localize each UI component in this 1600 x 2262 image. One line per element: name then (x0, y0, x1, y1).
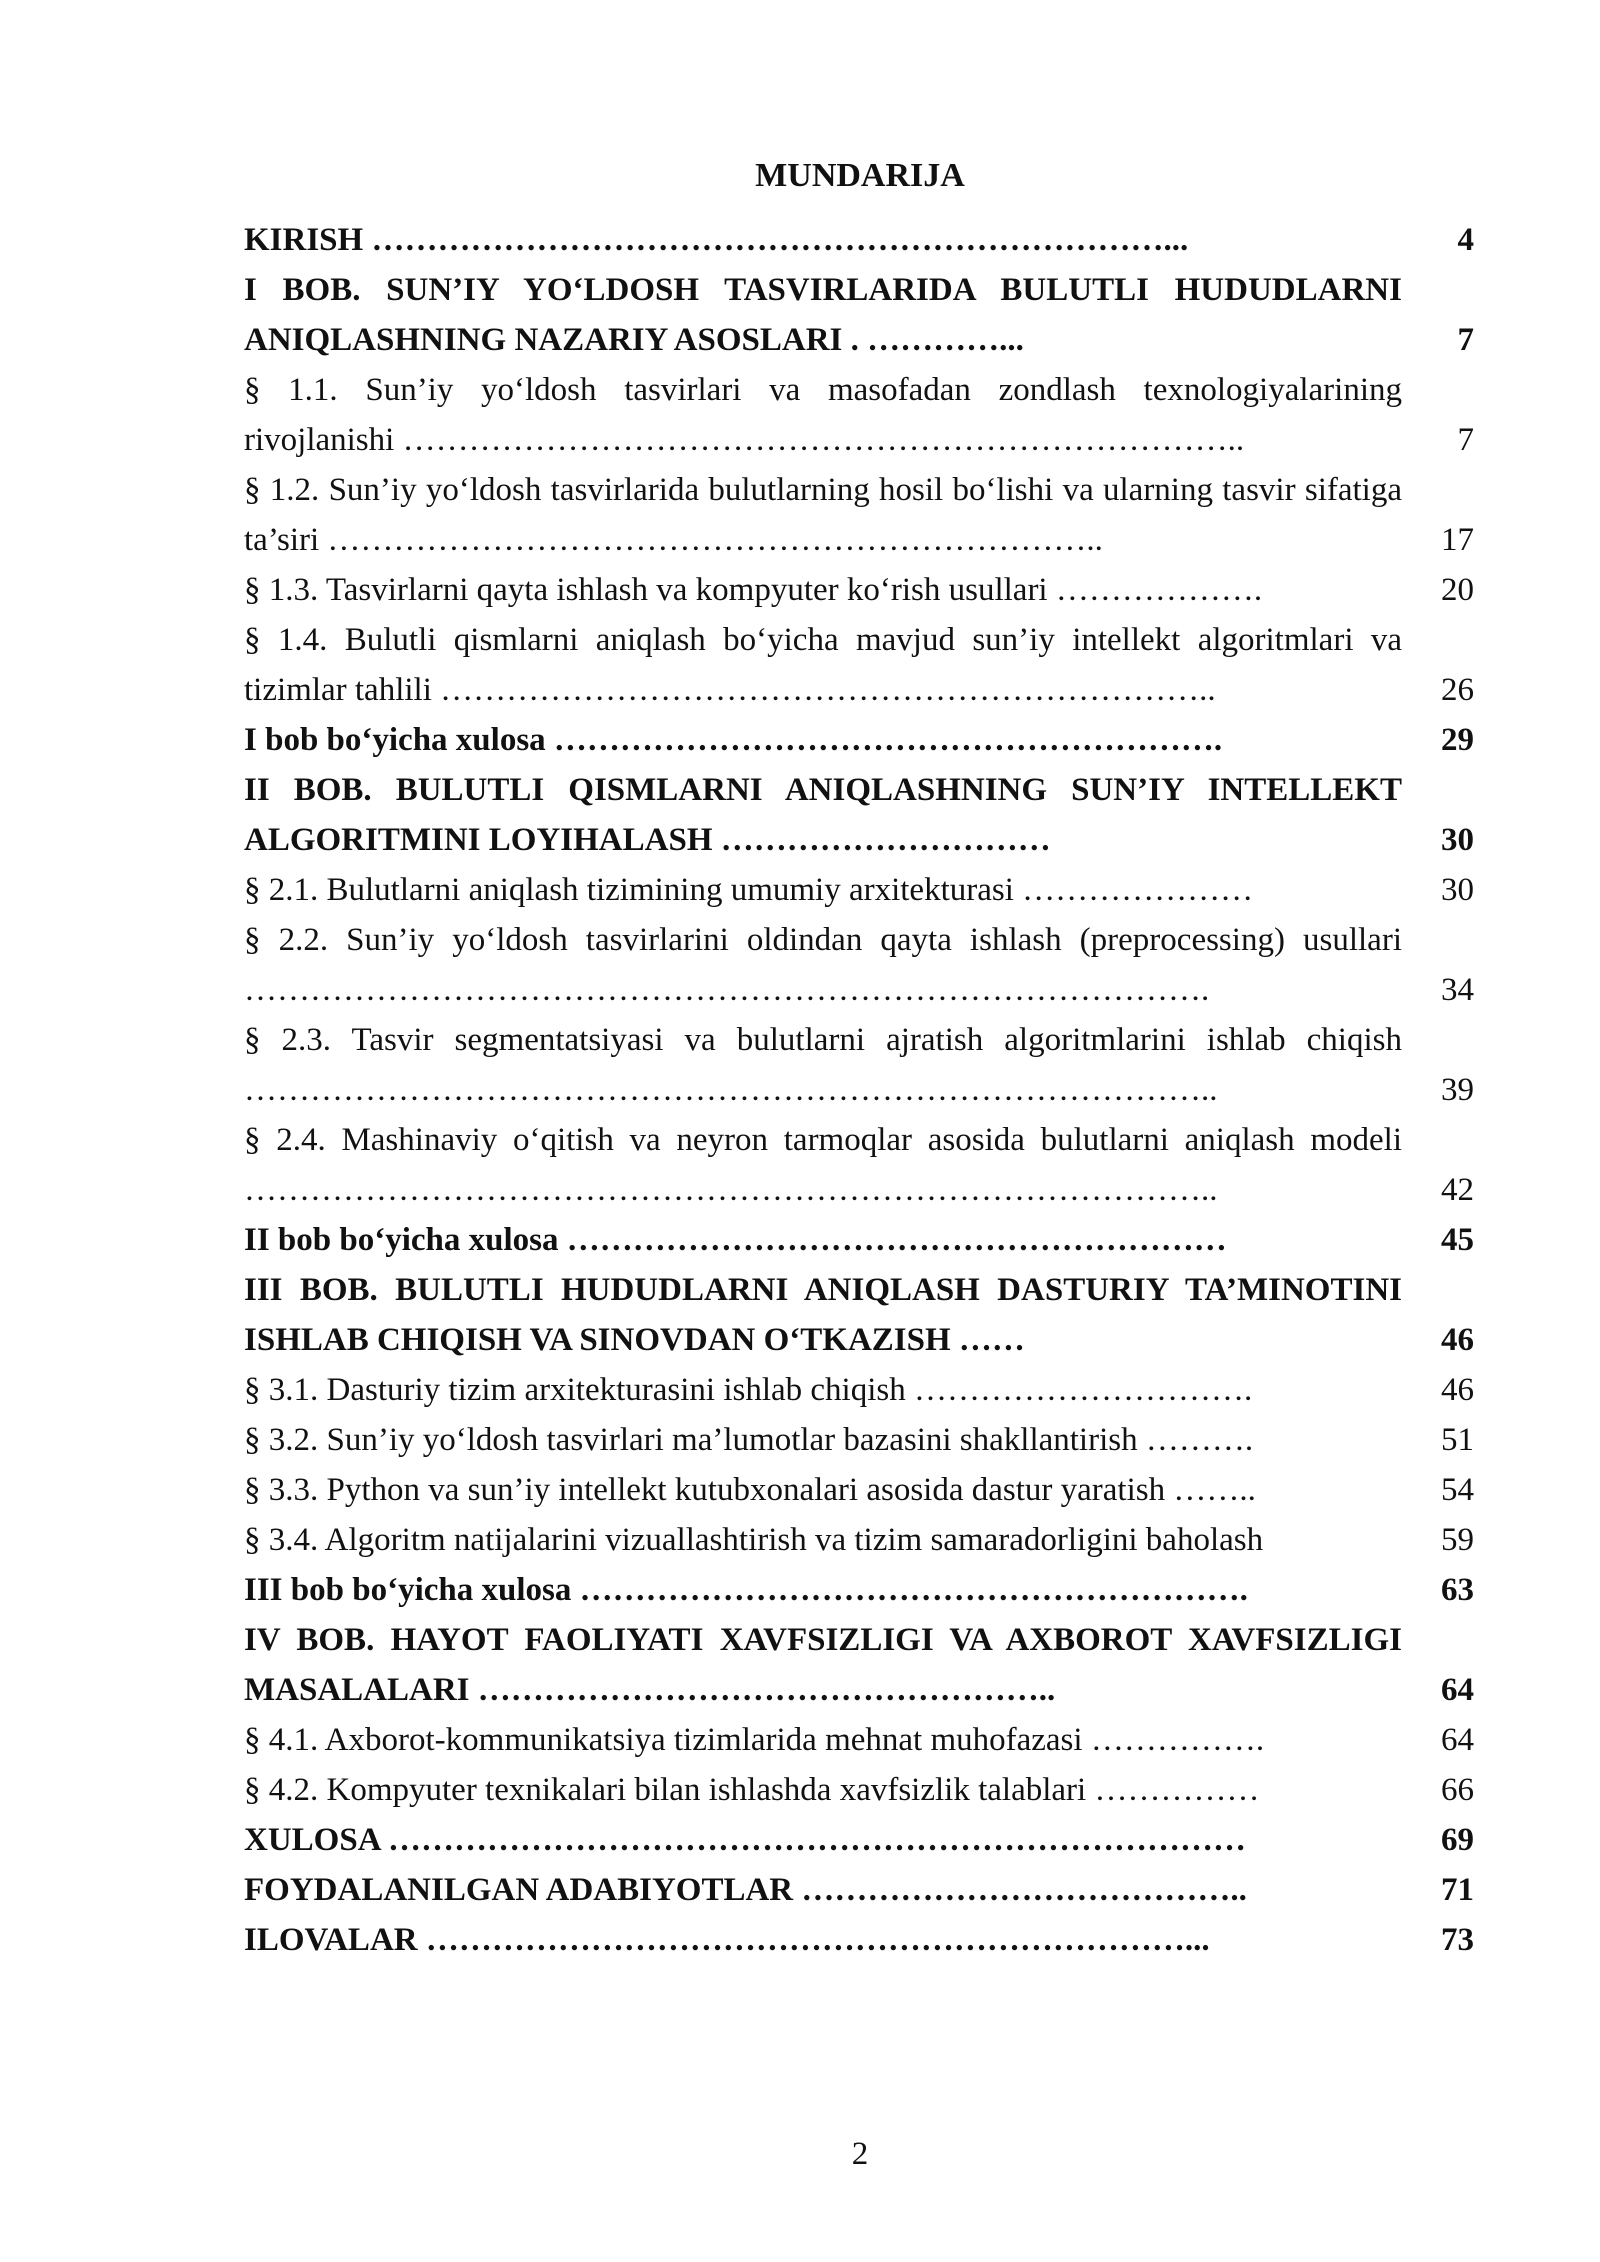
toc-entry-page: 64 (1441, 1722, 1474, 1758)
toc-entry-page: 54 (1441, 1472, 1474, 1508)
toc-entry-page: 39 (1441, 1072, 1474, 1108)
toc-entry-page: 30 (1441, 872, 1474, 908)
toc-entry-text: § 4.1. Axborot-kommunikatsiya tizimlarida mehnat muhofazasi ……………. (244, 1722, 1265, 1758)
toc-entry (244, 1465, 1474, 1515)
toc-entry-text: II bob bo‘yicha xulosa …………………………………………………… (244, 1222, 1227, 1258)
toc-entry-text: § 2.1. Bulutlarni aniqlash tizimining umumiy arxitekturasi ………………… (244, 872, 1254, 908)
toc-entry-text: § 2.4. Mashinaviy o‘qitish va neyron tarmoqlar asosida bulutlarni aniqlash modeli …………………………………………………………………………….. (244, 1122, 1402, 1208)
toc-entry-page: 29 (1441, 722, 1474, 758)
toc-entry-page: 69 (1441, 1822, 1474, 1858)
toc-entry-text: § 3.4. Algoritm natijalarini vizuallashtirish va tizim samaradorligini baholash (244, 1522, 1264, 1558)
page-number: 2 (851, 2136, 869, 2172)
toc-entry-text: § 1.4. Bulutli qismlarni aniqlash bo‘yicha mavjud sun’iy intellekt algoritmlari va tizimlar tahlili …………………………………………………………….. (244, 622, 1402, 708)
toc-entry (244, 615, 1474, 715)
toc-entry-page: 59 (1441, 1522, 1474, 1558)
toc-entry-page: 30 (1441, 822, 1474, 858)
toc-entry-text: § 3.1. Dasturiy tizim arxitekturasini ishlab chiqish …………………………. (244, 1372, 1253, 1408)
toc-entry-text: II BOB. BULUTLI QISMLARNI ANIQLASHNING SUN’IY INTELLEKT ALGORITMINI LOYIHALASH ………………………… (244, 772, 1402, 858)
toc-entry (244, 865, 1474, 915)
toc-entry (244, 265, 1474, 365)
toc-entry (244, 1365, 1474, 1415)
toc-entry-text: III bob bo‘yicha xulosa ……………………………………………………. (244, 1572, 1248, 1608)
toc-entry-page: 34 (1441, 972, 1474, 1008)
toc-entry (244, 1215, 1474, 1265)
toc-entry (244, 1015, 1474, 1115)
toc-entry (244, 1415, 1474, 1465)
toc-entry (244, 715, 1474, 765)
table-of-contents (244, 215, 1474, 1965)
toc-entry-text: ILOVALAR ……………………………………………………………... (244, 1922, 1210, 1958)
page-title: MUNDARIJA (755, 157, 965, 194)
toc-entry (244, 1865, 1474, 1915)
toc-entry-page: 4 (1457, 222, 1474, 258)
toc-entry-text: § 2.3. Tasvir segmentatsiyasi va bulutlarni ajratish algoritmlarini ishlab chiqish …………………………………………………………………………….. (244, 1022, 1402, 1108)
toc-entry-text: § 1.2. Sun’iy yo‘ldosh tasvirlarida bulutlarning hosil bo‘lishi va ularning tasvir sifatiga ta’siri …………………………………………………………….. (244, 472, 1402, 558)
toc-entry (244, 565, 1474, 615)
toc-entry-text: KIRISH ………………………………………………………………... (244, 222, 1189, 258)
toc-entry (244, 1765, 1474, 1815)
toc-entry-page: 71 (1441, 1872, 1474, 1908)
toc-entry-page: 26 (1441, 672, 1474, 708)
toc-entry-page: 46 (1441, 1322, 1474, 1358)
toc-entry-page: 7 (1457, 322, 1474, 358)
toc-entry-text: FOYDALANILGAN ADABIYOTLAR ………………………………….. (244, 1872, 1247, 1908)
toc-entry-page: 63 (1441, 1572, 1474, 1608)
toc-entry (244, 465, 1474, 565)
toc-entry-page: 51 (1441, 1422, 1474, 1458)
toc-entry (244, 215, 1474, 265)
toc-entry-page: 64 (1441, 1672, 1474, 1708)
toc-entry-text: III BOB. BULUTLI HUDUDLARNI ANIQLASH DASTURIY TA’MINOTINI ISHLAB CHIQISH VA SINOVDAN O‘TKAZISH …… (244, 1272, 1402, 1358)
toc-entry (244, 1715, 1474, 1765)
toc-entry (244, 915, 1474, 1015)
toc-entry-page: 20 (1441, 572, 1474, 608)
toc-entry-text: XULOSA …………………………………………………………………… (244, 1822, 1246, 1858)
toc-entry (244, 365, 1474, 465)
toc-entry-page: 42 (1441, 1172, 1474, 1208)
toc-entry-text: § 4.2. Kompyuter texnikalari bilan ishlashda xavfsizlik talablari …………… (244, 1772, 1260, 1808)
toc-entry-page: 66 (1441, 1772, 1474, 1808)
toc-entry-text: § 1.1. Sun’iy yo‘ldosh tasvirlari va masofadan zondlash texnologiyalarining rivojlanishi ………………………………………………………………….. (244, 372, 1402, 458)
toc-entry-page: 7 (1457, 422, 1474, 458)
toc-entry-text: § 1.3. Tasvirlarni qayta ishlash va kompyuter ko‘rish usullari ………………. (244, 572, 1263, 608)
toc-entry (244, 1565, 1474, 1615)
toc-entry-text: § 2.2. Sun’iy yo‘ldosh tasvirlarini oldindan qayta ishlash (preprocessing) usullari ……………………………………………………………………………. (244, 922, 1402, 1008)
toc-entry-page: 73 (1441, 1922, 1474, 1958)
toc-entry-page: 46 (1441, 1372, 1474, 1408)
toc-entry-text: § 3.3. Python va sun’iy intellekt kutubxonalari asosida dastur yaratish …….. (244, 1472, 1256, 1508)
toc-entry-page: 45 (1441, 1222, 1474, 1258)
toc-entry (244, 1515, 1474, 1565)
toc-entry-text: I bob bo‘yicha xulosa ……………………………………………………. (244, 722, 1223, 758)
toc-entry (244, 1265, 1474, 1365)
toc-entry (244, 1915, 1474, 1965)
toc-entry (244, 1815, 1474, 1865)
toc-entry-text: § 3.2. Sun’iy yo‘ldosh tasvirlari ma’lumotlar bazasini shakllantirish ………. (244, 1422, 1254, 1458)
toc-entry (244, 1115, 1474, 1215)
toc-entry-text: IV BOB. HAYOT FAOLIYATI XAVFSIZLIGI VA AXBOROT XAVFSIZLIGI MASALALARI …………………………………………….. (244, 1622, 1402, 1708)
toc-entry-text: I BOB. SUN’IY YO‘LDOSH TASVIRLARIDA BULUTLI HUDUDLARNI ANIQLASHNING NAZARIY ASOSLARI . …………... (244, 272, 1402, 358)
toc-entry-page: 17 (1441, 522, 1474, 558)
toc-entry (244, 1615, 1474, 1715)
toc-entry (244, 765, 1474, 865)
